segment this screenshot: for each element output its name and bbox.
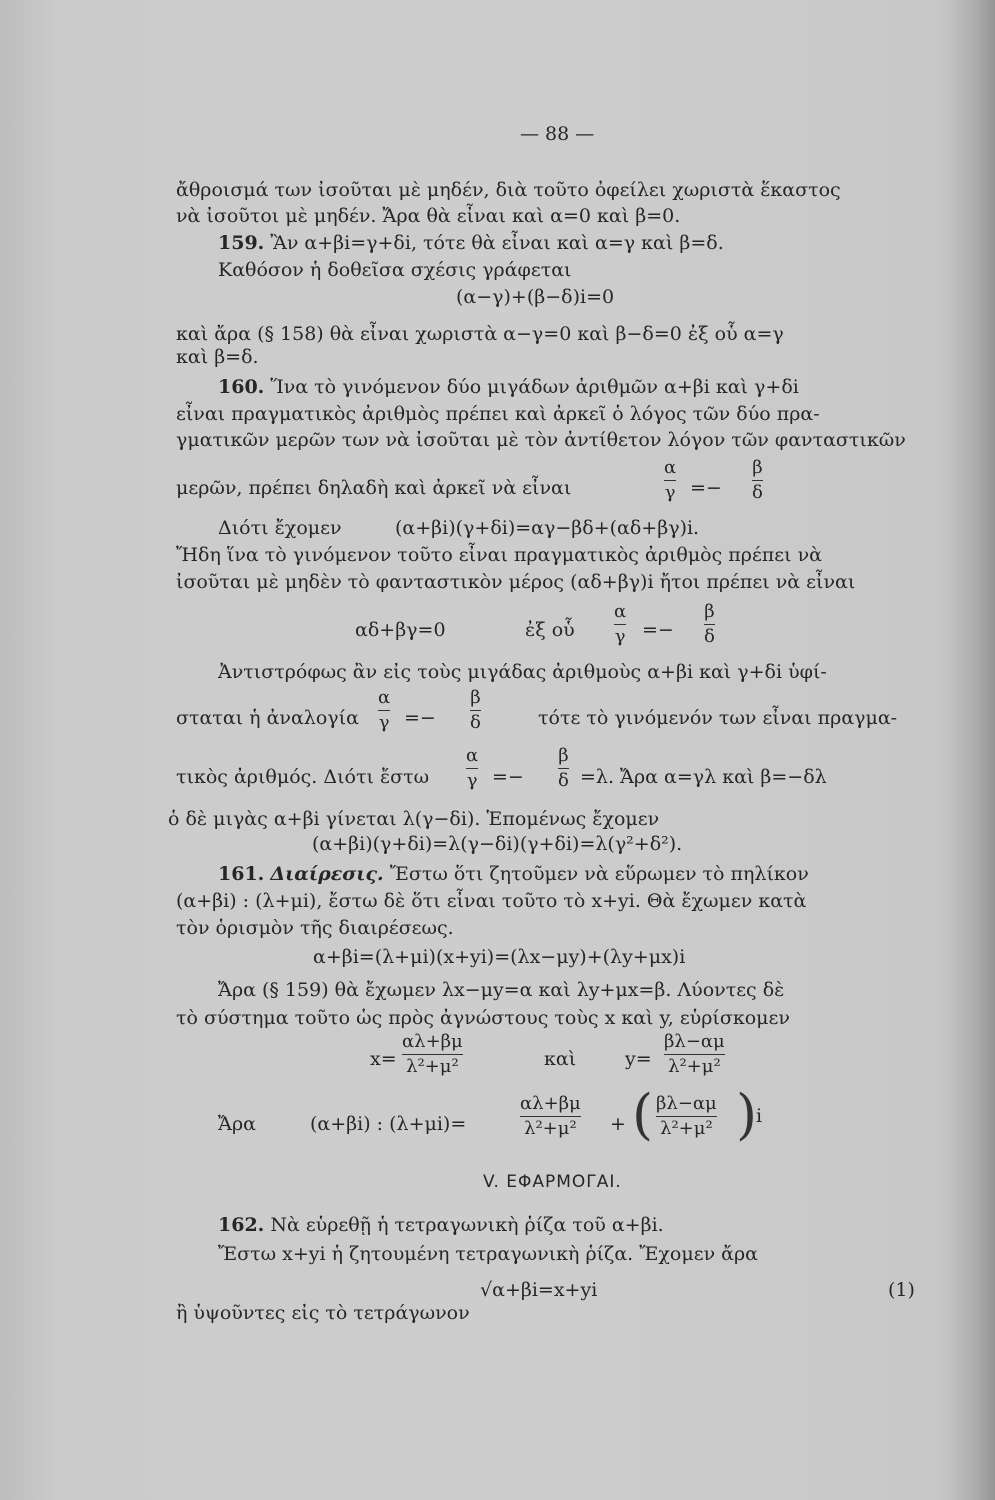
section-text: Ἔστω ὅτι ζητοῦμεν νὰ εὕρωμεν τὸ πηλίκον (389, 863, 809, 885)
fraction: βλ−αμ λ²+μ² (664, 1031, 725, 1077)
plus-sign: + (610, 1113, 626, 1135)
text-line: καὶ β=δ. (176, 346, 259, 368)
fraction: β δ (752, 457, 763, 503)
fraction: β δ (470, 687, 481, 733)
equation: α+βi=(λ+μi)(x+yi)=(λx−μy)+(λy+μx)i (313, 946, 686, 968)
text-line: τικὸς ἀριθμός. Διότι ἔστω (176, 766, 430, 788)
text-line: τὸ σύστημα τοῦτο ὡς πρὸς ἀγνώστους τοὺς x καὶ y, εὑρίσκομεν (176, 1007, 790, 1029)
equals-minus: =− (492, 766, 524, 788)
equation: (α+βi) : (λ+μi)= (310, 1113, 467, 1135)
chapter-heading: V. ΕΦΑΡΜΟΓΑΙ. (483, 1172, 622, 1192)
fraction: α γ (614, 601, 627, 647)
text-line: Ἔστω x+yi ἡ ζητουμένη τετραγωνικὴ ῥίζα. Ἔχομεν ἄρα (218, 1243, 758, 1265)
fraction: αλ+βμ λ²+μ² (402, 1031, 463, 1077)
equation-x: x= (370, 1048, 397, 1070)
left-paren: ( (632, 1083, 654, 1146)
text-line: εἶναι πραγματικὸς ἀριθμὸς πρέπει καὶ ἀρκεῖ ὁ λόγος τῶν δύο πρα- (176, 403, 820, 425)
equation: (α+βi)(γ+δi)=αγ−βδ+(αδ+βγ)i. (395, 517, 700, 539)
equation: √α+βi=x+yi (480, 1279, 598, 1301)
section-number: 161. (218, 863, 265, 885)
imaginary-unit: i (756, 1105, 763, 1127)
section-number: 159. (218, 232, 265, 254)
equals-minus: =− (690, 477, 722, 499)
text-line: Διότι ἔχομεν (218, 517, 342, 539)
text-line: τότε τὸ γινόμενόν των εἶναι πραγμα- (538, 707, 898, 729)
text-line: καὶ ἄρα (§ 158) θὰ εἶναι χωριστὰ α−γ=0 καὶ β−δ=0 ἐξ οὗ α=γ (176, 323, 784, 345)
section-162 (218, 1213, 664, 1237)
section-text: Ἵνα τὸ γινόμενον δύο μιγάδων ἀριθμῶν α+βi καὶ γ+δi (270, 376, 799, 398)
fraction: β δ (704, 601, 715, 647)
text-line: Ἤδη ἵνα τὸ γινόμενον τοῦτο εἶναι πραγματικὸς ἀριθμὸς πρέπει νὰ (176, 544, 822, 566)
text-line: γματικῶν μερῶν των νὰ ἰσοῦται μὲ τὸν ἀντίθετον λόγον τῶν φανταστικῶν (176, 429, 906, 451)
equals-minus: =− (404, 707, 436, 729)
equation: (α−γ)+(β−δ)i=0 (456, 286, 615, 308)
fraction: αλ+βμ λ²+μ² (520, 1093, 581, 1139)
section-number: 160. (218, 376, 265, 398)
text-line: καὶ (544, 1048, 577, 1070)
section-number: 162. (218, 1214, 265, 1236)
text-line: ἐξ οὗ (525, 619, 575, 641)
text-line: =λ. Ἄρα α=γλ καὶ β=−δλ (580, 766, 827, 788)
page-edge-shadow (947, 0, 995, 1500)
text-line: σταται ἡ ἀναλογία (176, 707, 359, 729)
text-line: ὁ δὲ μιγὰς α+βi γίνεται λ(γ−δi). Ἑπομένως ἔχομεν (168, 808, 660, 830)
text-line: μερῶν, πρέπει δηλαδὴ καὶ ἀρκεῖ νὰ εἶναι (176, 477, 572, 499)
fraction: β δ (558, 745, 569, 791)
section-159 (218, 231, 724, 255)
right-paren: ) (736, 1083, 758, 1146)
section-161 (218, 862, 809, 886)
text-line: νὰ ἰσοῦτοι μὲ μηδέν. Ἄρα θὰ εἶναι καὶ α=0 καὶ β=0. (176, 205, 681, 227)
text-line: Καθόσον ἡ δοθεῖσα σχέσις γράφεται (218, 259, 572, 281)
fraction: α γ (664, 457, 677, 503)
equation: (α+βi)(γ+δi)=λ(γ−δi)(γ+δi)=λ(γ²+δ²). (312, 833, 683, 855)
text-line: ἄθροισμά των ἰσοῦται μὲ μηδέν, διὰ τοῦτο ὀφείλει χωριστὰ ἕκαστος (176, 179, 841, 201)
equation-number: (1) (888, 1279, 915, 1301)
text-line: ἰσοῦται μὲ μηδὲν τὸ φανταστικὸν μέρος (αδ+βγ)i ἤτοι πρέπει νὰ εἶναι (176, 571, 856, 593)
fraction: α γ (466, 745, 479, 791)
equals-minus: =− (642, 619, 674, 641)
fraction: βλ−αμ λ²+μ² (656, 1093, 717, 1139)
section-text: Νὰ εὑρεθῇ ἡ τετραγωνικὴ ῥίζα τοῦ α+βi. (270, 1214, 664, 1236)
section-title: Διαίρεσις. (270, 863, 384, 885)
section-160 (218, 375, 799, 399)
fraction: α γ (378, 687, 391, 733)
equation-y: y= (625, 1048, 652, 1070)
text-line: (α+βi) : (λ+μi), ἔστω δὲ ὅτι εἶναι τοῦτο τὸ x+yi. Θὰ ἔχωμεν κατὰ (176, 890, 807, 912)
text-line: Ἄρα (§ 159) θὰ ἔχωμεν λx−μy=α καὶ λy+μx=β. Λύοντες δὲ (218, 979, 785, 1001)
text-line: ἢ ὑψοῦντες εἰς τὸ τετράγωνον (176, 1302, 470, 1324)
text-line: Ἄρα (218, 1113, 256, 1135)
text-line: Ἀντιστρόφως ἂν εἰς τοὺς μιγάδας ἀριθμοὺς α+βi καὶ γ+δi ὑφί- (218, 661, 827, 683)
text-line: τὸν ὁρισμὸν τῆς διαιρέσεως. (176, 917, 454, 939)
equation: αδ+βγ=0 (355, 619, 446, 641)
page-number: — 88 — (520, 123, 595, 145)
section-text: Ἂν α+βi=γ+δi, τότε θὰ εἶναι καὶ α=γ καὶ β=δ. (270, 232, 724, 254)
